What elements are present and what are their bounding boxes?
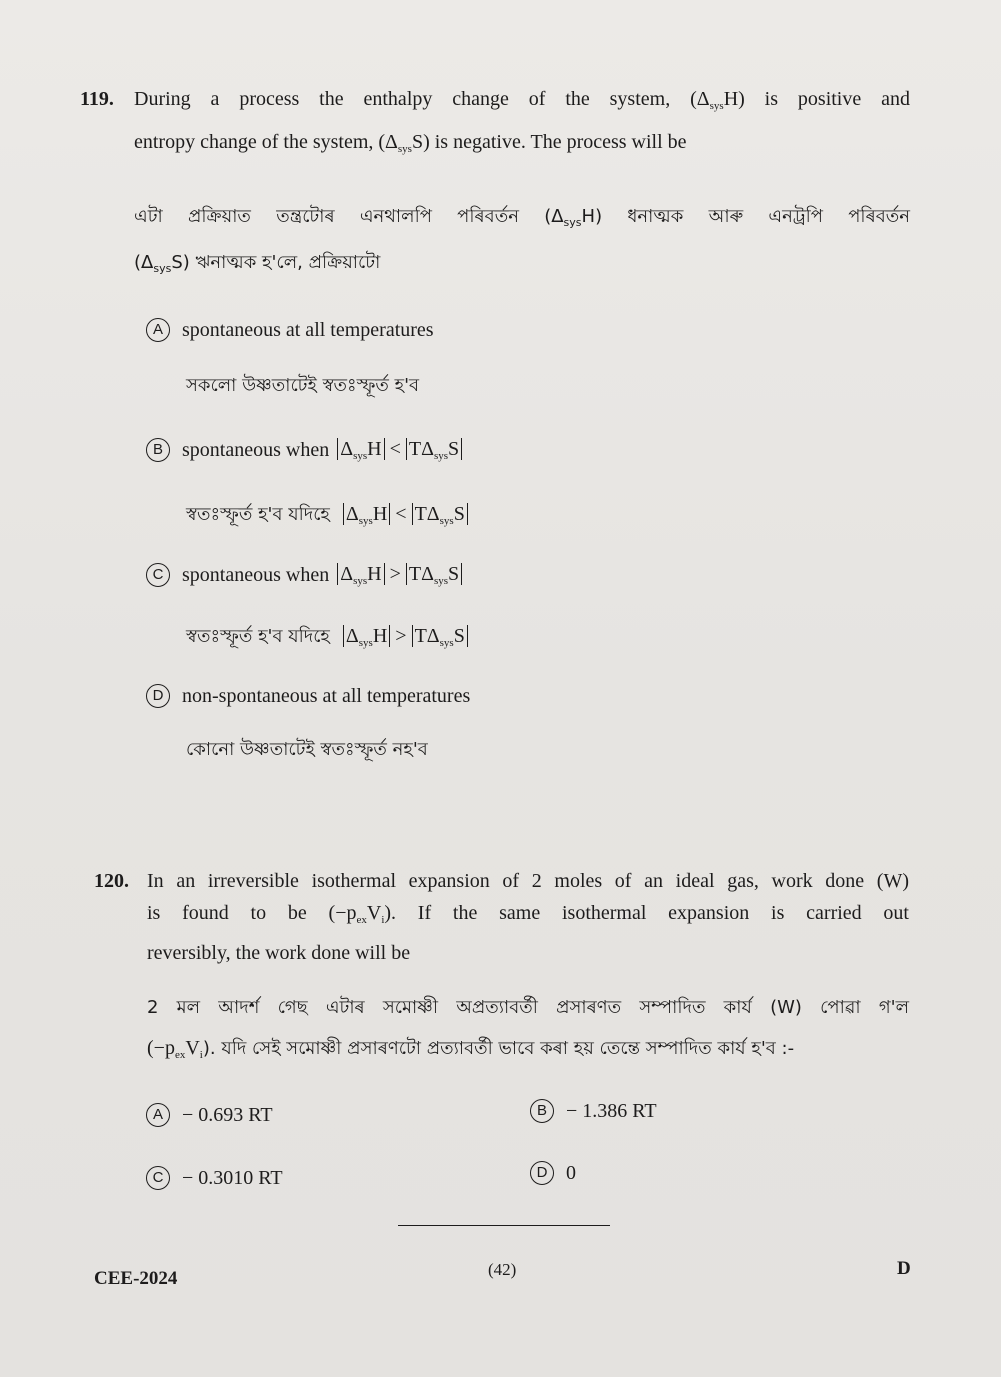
question-text-en-line1: In an irreversible isothermal expansion of 2 moles of an ideal gas, work done (W) (147, 870, 909, 892)
question-number: 119. (80, 88, 114, 110)
end-rule-divider (398, 1225, 610, 1226)
inequality-expr: $\Delta_{sys}H < T\Delta_{sys}S$ (337, 438, 462, 462)
option-text-en: non-spontaneous at all temperatures (182, 684, 471, 707)
option-b-text-as: স্বতঃস্ফূৰ্ত হ'ব যদিহে $\Delta_{sys}H < T\Delta_{sys}S$ (186, 500, 468, 531)
option-a[interactable] (146, 1103, 273, 1127)
question-text-as-line2: $(\Delta_{sys}S)$ ঋনাত্মক হ'লে, প্ৰক্ৰিয়াটো (134, 252, 381, 275)
option-text: 0 (566, 1161, 576, 1184)
option-letter: D (146, 684, 170, 708)
question-text-en-line2: entropy change of the system, $(\Delta_{sys}S)$ is negative. The process will be (134, 131, 687, 155)
option-text: − 0.3010 RT (182, 1166, 283, 1189)
option-letter: D (530, 1161, 554, 1185)
option-b[interactable] (530, 1099, 657, 1123)
option-letter: B (146, 438, 170, 462)
option-c[interactable] (146, 563, 462, 587)
inequality-expr: $\Delta_{sys}H > T\Delta_{sys}S$ (337, 563, 462, 587)
question-text-en-line2: is found to be $(-p_{ex}V_i)$. If the same isothermal expansion is carried out (147, 902, 909, 926)
option-letter: B (530, 1099, 554, 1123)
option-c-text-as: স্বতঃস্ফূৰ্ত হ'ব যদিহে $\Delta_{sys}H > T\Delta_{sys}S$ (186, 622, 468, 653)
question-text-as-line2: $(-p_{ex}V_i)$. যদি সেই সমোষ্ণী প্ৰসাৰণটো প্ৰত্যাবৰ্তী ভাবে কৰা হয় তেন্তে সম্পাদিত কাৰ্য হ'ব :- (147, 1037, 795, 1061)
option-d[interactable] (146, 684, 470, 708)
footer-set-letter: D (897, 1258, 911, 1279)
question-text-en-line3: reversibly, the work done will be (147, 942, 411, 964)
option-letter: C (146, 563, 170, 587)
question-number: 120. (94, 870, 129, 892)
option-a[interactable] (146, 318, 434, 342)
option-letter: A (146, 1103, 170, 1127)
option-text-en: spontaneous at all temperatures (182, 318, 434, 341)
option-letter: C (146, 1166, 170, 1190)
option-b[interactable] (146, 438, 462, 462)
footer-exam-code: CEE-2024 (94, 1268, 178, 1289)
option-text: − 1.386 RT (566, 1099, 657, 1122)
option-letter: A (146, 318, 170, 342)
question-text-as-line1: 2 মল আদৰ্শ গেছ এটাৰ সমোষ্ণী অপ্ৰত্যাবৰ্তী প্ৰসাৰণত সম্পাদিত কাৰ্য (W) পোৱা গ'ল (147, 997, 909, 1018)
option-a-text-as: সকলো উষ্ণতাটেই স্বতঃস্ফূৰ্ত হ'ব (186, 375, 420, 396)
option-c[interactable] (146, 1166, 283, 1190)
option-text-en: spontaneous when (182, 438, 330, 461)
question-text-as-line1: এটা প্ৰক্ৰিয়াত তন্ত্ৰটোৰ এনথালপি পৰিবৰ্তন $(\Delta_{sys}H)$ ধনাত্মক আৰু এনট্ৰপি পৰিবৰ্তন (134, 206, 910, 229)
footer-page-number: (42) (488, 1260, 517, 1279)
option-text-en: spontaneous when (182, 563, 330, 586)
option-d-text-as: কোনো উষ্ণতাটেই স্বতঃস্ফূৰ্ত নহ'ব (186, 739, 428, 760)
question-text-en-line1: During a process the enthalpy change of the system, $(\Delta_{sys}H)$ is positive and (134, 88, 911, 112)
option-d[interactable] (530, 1161, 576, 1185)
option-text: − 0.693 RT (182, 1103, 273, 1126)
